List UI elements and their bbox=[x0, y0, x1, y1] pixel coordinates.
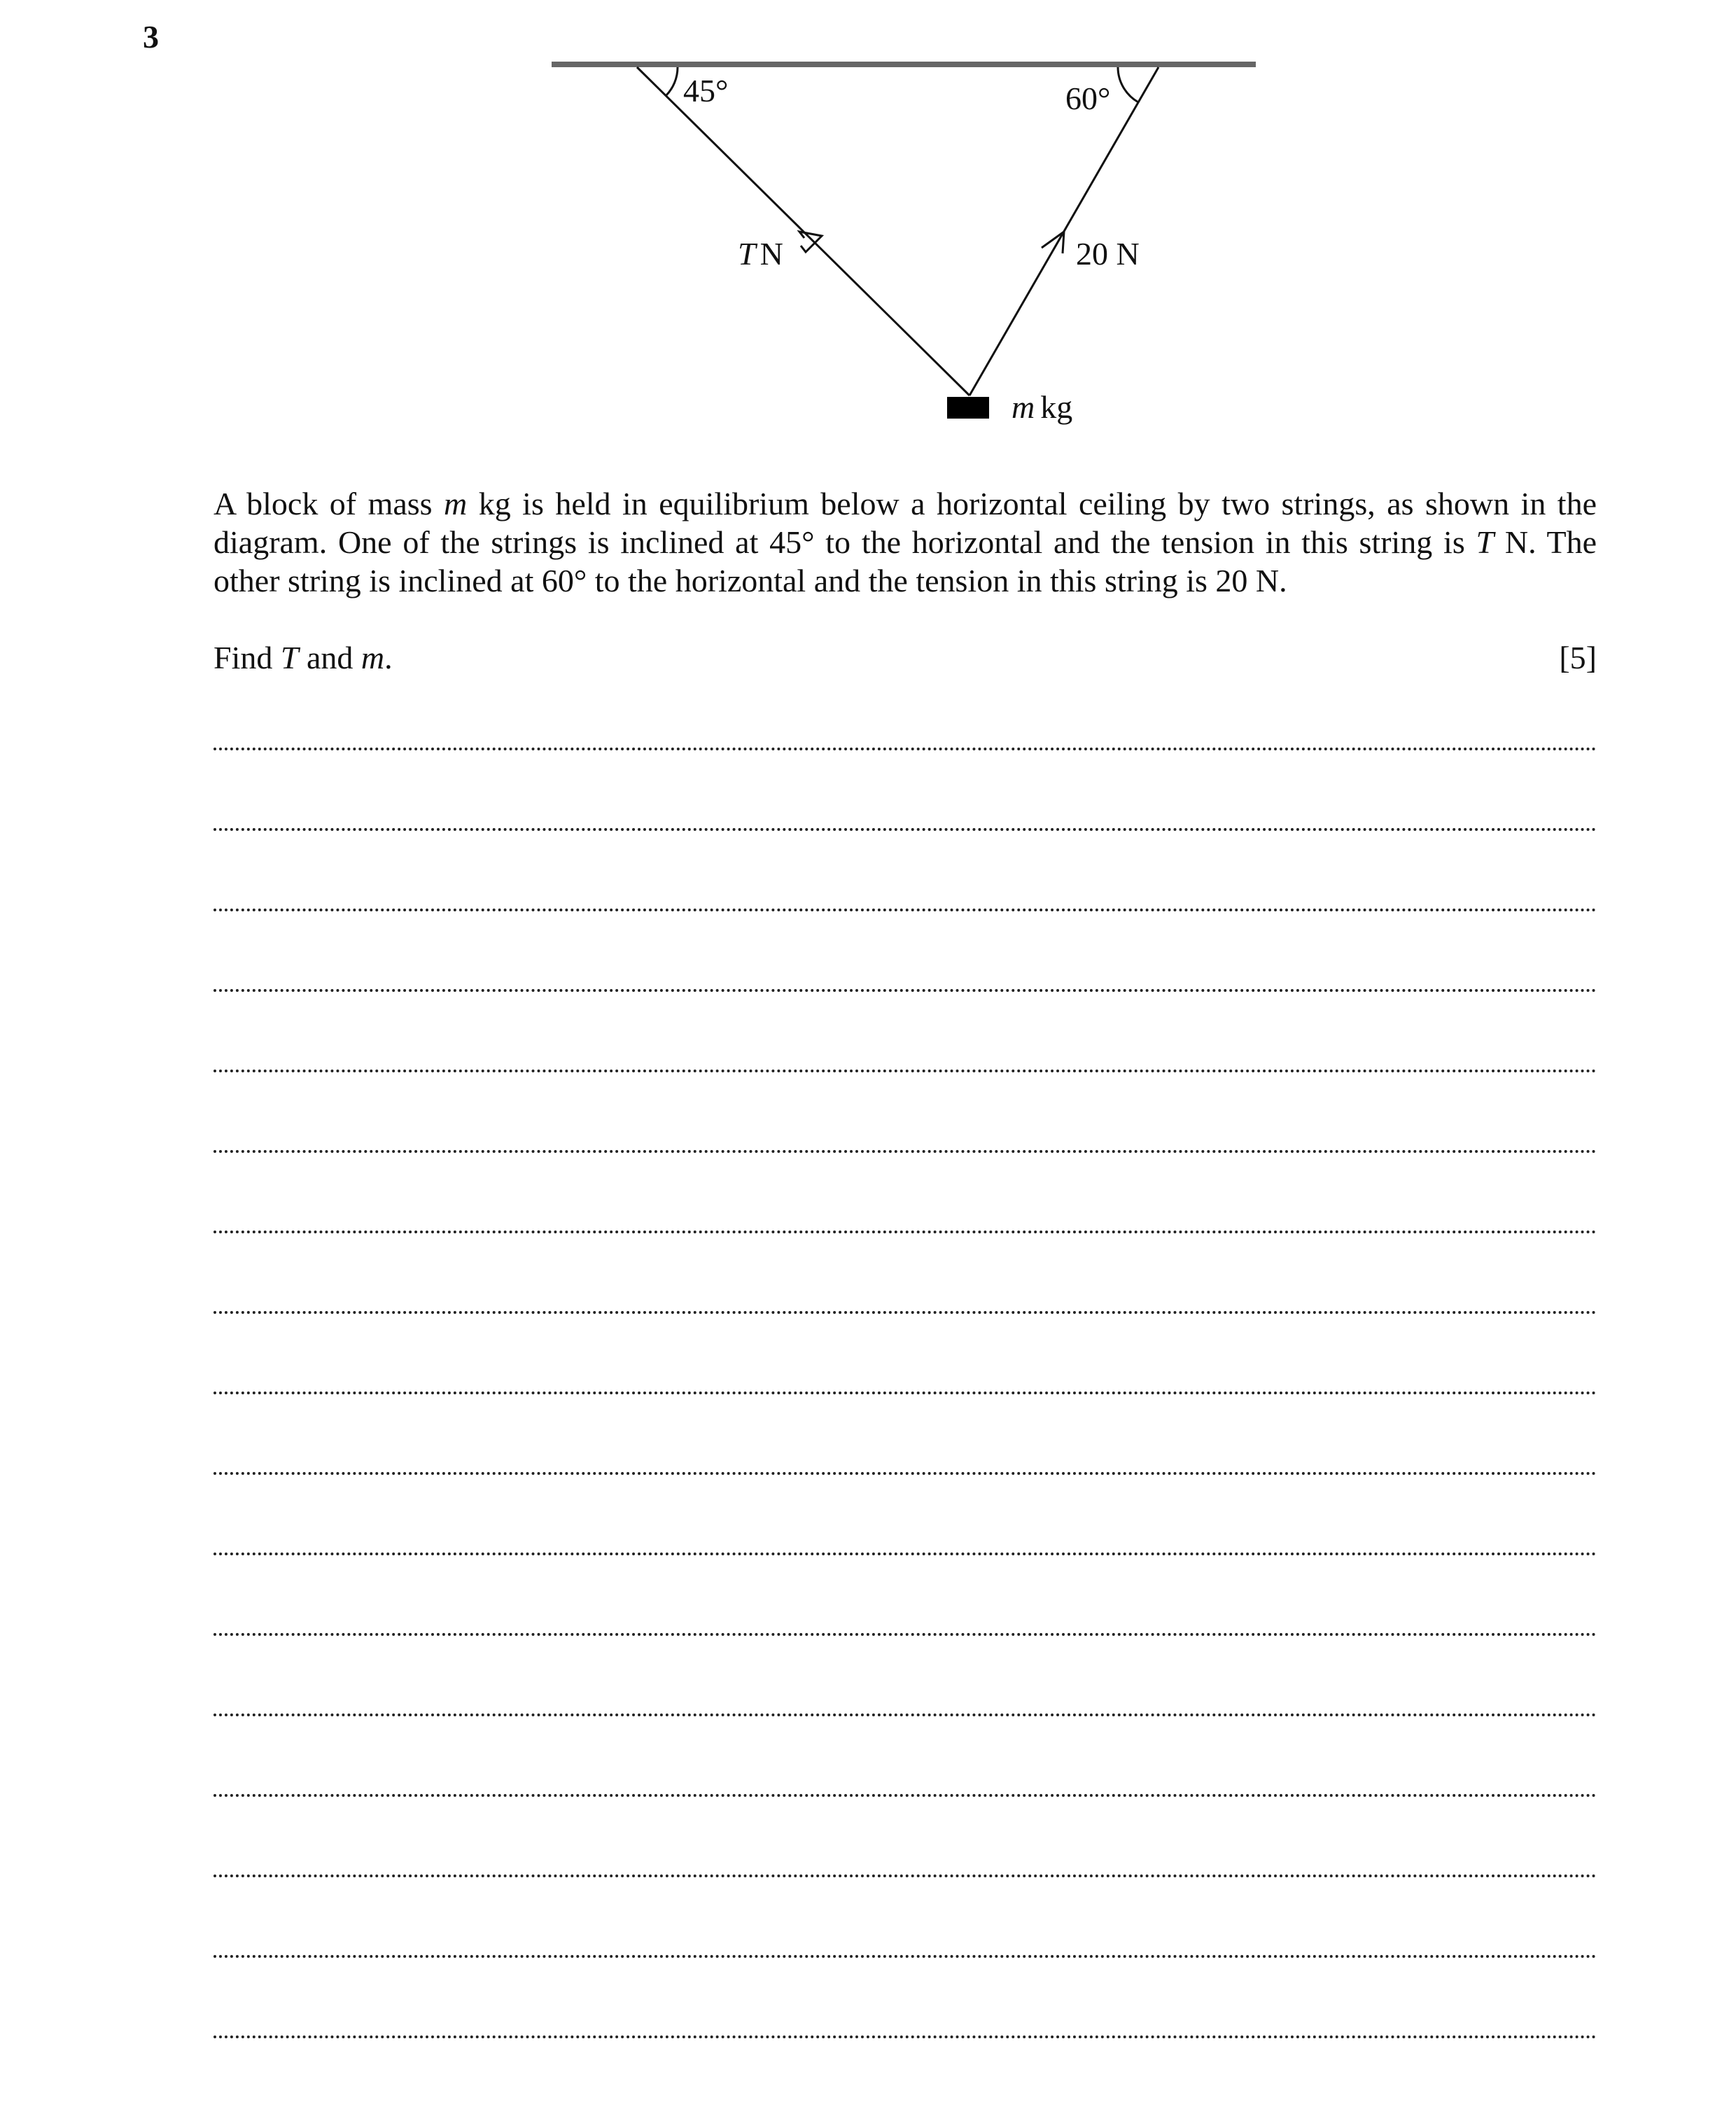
answer-line[interactable] bbox=[214, 1472, 1597, 1475]
question-number: 3 bbox=[143, 19, 159, 55]
tension-label-right: 20 N bbox=[1076, 236, 1140, 272]
find-symbol-m: m bbox=[360, 640, 385, 675]
answer-line[interactable] bbox=[214, 2036, 1597, 2038]
marks-label: [5] bbox=[1559, 640, 1597, 675]
angle-label-60: 60° bbox=[1065, 80, 1111, 116]
answer-line[interactable] bbox=[214, 1150, 1597, 1153]
answer-line[interactable] bbox=[214, 1633, 1597, 1636]
question-part-2: kg is held in equilibrium below a horizontal ceiling by two strings, as shown in the diagram. One of the strings is inclined at 45° to the horizontal and the tension in this string is bbox=[214, 486, 1597, 560]
left-arrow-head bbox=[799, 232, 822, 252]
question-part-1: A block of mass bbox=[214, 486, 444, 521]
question-part-3: N. The other string is inclined at 60° to the horizontal and the tension in this string is 20 N. bbox=[214, 524, 1597, 598]
answer-line[interactable] bbox=[214, 989, 1597, 992]
find-part-2: and bbox=[298, 640, 361, 675]
answer-line[interactable] bbox=[214, 1311, 1597, 1314]
answer-line[interactable] bbox=[214, 748, 1597, 750]
find-symbol-t: T bbox=[280, 640, 299, 675]
answer-line[interactable] bbox=[214, 1392, 1597, 1394]
answer-line[interactable] bbox=[214, 1553, 1597, 1555]
mass-label bbox=[1011, 389, 1072, 425]
find-part-1: Find bbox=[214, 640, 281, 675]
mass-unit-kg: kg bbox=[1040, 389, 1073, 425]
equilibrium-diagram bbox=[0, 0, 1736, 448]
tension-symbol-t: T bbox=[738, 236, 756, 272]
mass-symbol-m: m bbox=[1011, 389, 1035, 425]
tension-unit-n: N bbox=[760, 236, 783, 272]
answer-line[interactable] bbox=[214, 1714, 1597, 1716]
answer-line[interactable] bbox=[214, 909, 1597, 911]
answer-line[interactable] bbox=[214, 1794, 1597, 1797]
angle-label-45: 45° bbox=[683, 73, 729, 108]
answer-line[interactable] bbox=[214, 1231, 1597, 1233]
find-instruction bbox=[214, 638, 1597, 677]
angle-arc-60 bbox=[1118, 67, 1138, 102]
find-part-3: . bbox=[384, 640, 393, 675]
answer-line[interactable] bbox=[214, 1070, 1597, 1072]
symbol-m: m bbox=[444, 486, 468, 521]
block bbox=[947, 397, 989, 419]
angle-arc-45 bbox=[666, 67, 678, 96]
left-string bbox=[637, 67, 969, 395]
symbol-t: T bbox=[1476, 524, 1494, 560]
answer-line[interactable] bbox=[214, 1875, 1597, 1877]
question-text bbox=[214, 484, 1597, 600]
question-paragraph bbox=[214, 484, 1597, 600]
answer-lines bbox=[214, 748, 1597, 2116]
tension-label-left bbox=[738, 236, 783, 272]
answer-line[interactable] bbox=[214, 828, 1597, 831]
answer-line[interactable] bbox=[214, 1955, 1597, 1958]
